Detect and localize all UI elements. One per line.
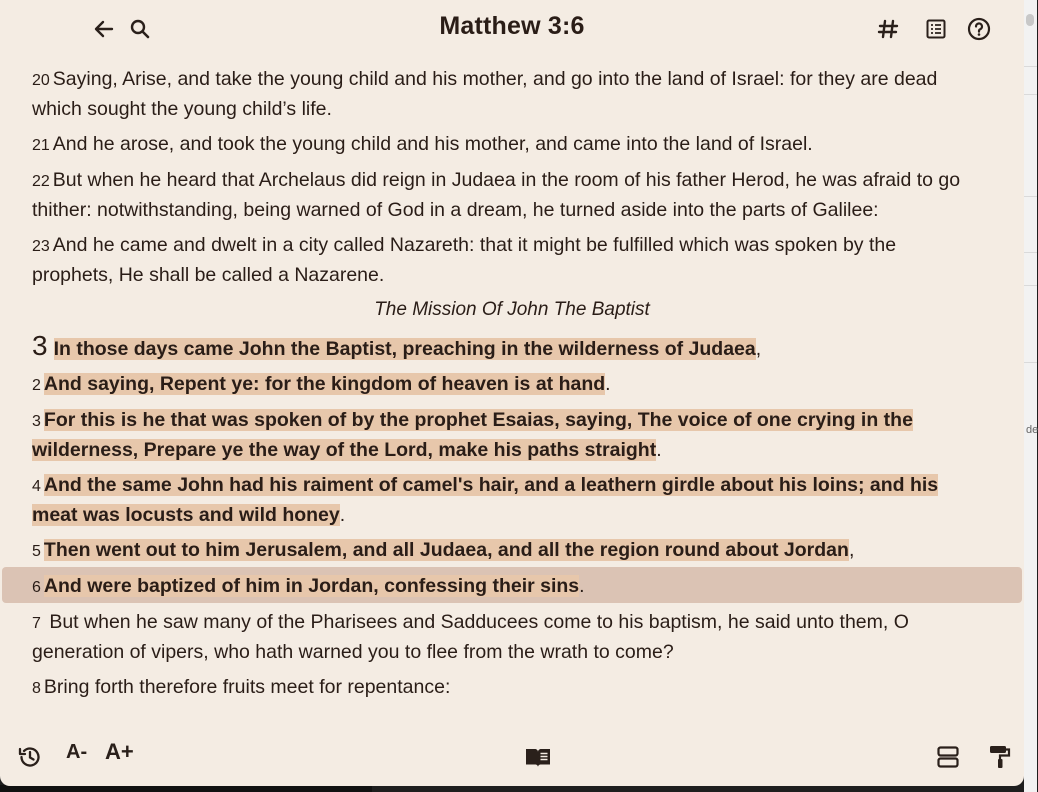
verse[interactable] — [0, 161, 1024, 226]
verse-text: And he came and dwelt in a city called Nazareth: that it might be fulfilled which was spoken by the prophets, He shall be called a Nazarene. — [32, 234, 897, 286]
verse[interactable] — [0, 603, 1024, 668]
verse-number: 7 — [32, 615, 41, 632]
divider — [1024, 94, 1037, 95]
chapter-number: 3 — [32, 330, 48, 361]
book-icon[interactable] — [524, 744, 552, 770]
history-icon[interactable] — [16, 743, 44, 771]
hash-icon[interactable] — [874, 16, 902, 42]
desktop-background — [0, 785, 372, 792]
increase-font-button[interactable]: A+ — [105, 739, 134, 764]
verse-tail: , — [848, 539, 855, 561]
verse[interactable] — [0, 668, 1024, 704]
page-title[interactable]: Matthew 3:6 — [439, 12, 585, 40]
verse[interactable] — [0, 326, 1024, 365]
verse-number: 6 — [32, 579, 41, 596]
top-toolbar — [0, 0, 1024, 60]
scripture-text[interactable] — [0, 60, 1024, 722]
divider — [1024, 196, 1037, 197]
verse-number: 5 — [32, 543, 41, 560]
verse[interactable] — [0, 226, 1024, 291]
highlighted-verse-text: For this is he that was spoken of by the prophet Esaias, saying, The voice of one crying in the wilderness, Prepare ye the way of the Lord, make his paths straight — [32, 409, 913, 461]
verse-number: 8 — [32, 680, 41, 697]
verse-text: And he arose, and took the young child and his mother, and came into the land of Israel. — [52, 133, 813, 155]
window-control-icon — [1026, 14, 1034, 26]
divider — [1024, 66, 1037, 67]
verse[interactable] — [0, 401, 1024, 466]
highlighted-verse-text: And the same John had his raiment of camel's hair, and a leathern girdle about his loins; and his meat was locusts and wild honey — [32, 474, 939, 526]
verse[interactable] — [0, 531, 1024, 567]
divider — [1024, 252, 1037, 253]
paint-roller-icon[interactable] — [986, 743, 1014, 771]
verse-text: But when he saw many of the Pharisees and Sadducees come to his baptism, he said unto them, O generation of vipers, who hath warned you to flee from the wrath to come? — [32, 611, 909, 663]
background-window-edge — [1024, 0, 1037, 792]
verse[interactable] — [0, 125, 1024, 161]
verse-number: 20 — [32, 72, 50, 89]
highlighted-verse-text: In those days came John the Baptist, preaching in the wilderness of Judaea — [53, 338, 756, 360]
verse-text: But when he heard that Archelaus did reign in Judaea in the room of his father Herod, he was afraid to go thither: notwithstanding, being warned of God in a dream, he turned aside into the parts of Galilee: — [32, 169, 961, 221]
verse-number: 21 — [32, 137, 50, 154]
highlighted-verse-text: And were baptized of him in Jordan, confessing their sins — [43, 575, 580, 597]
divider — [1024, 285, 1037, 286]
highlighted-verse-text: Then went out to him Jerusalem, and all Judaea, and all the region round about Jordan — [43, 539, 849, 561]
bottom-toolbar — [0, 722, 1024, 786]
verse-tail: . — [339, 504, 346, 526]
verse[interactable] — [0, 60, 1024, 125]
decrease-font-button[interactable]: A- — [66, 741, 88, 763]
verse-number: 2 — [32, 377, 41, 394]
divider — [1024, 362, 1037, 363]
verse[interactable] — [0, 365, 1024, 401]
list-icon[interactable] — [922, 16, 950, 42]
highlighted-verse-text: And saying, Repent ye: for the kingdom of heaven is at hand — [43, 373, 606, 395]
verse[interactable] — [0, 466, 1024, 531]
verse-tail: . — [605, 373, 611, 395]
verse-tail: , — [755, 338, 762, 360]
layout-icon[interactable] — [934, 744, 962, 770]
section-heading: The Mission Of John The Baptist — [374, 299, 650, 320]
verse-number: 3 — [32, 413, 41, 430]
verse-number: 23 — [32, 238, 50, 255]
verse-text: Bring forth therefore fruits meet for repentance: — [43, 676, 451, 698]
background-text: de — [1026, 424, 1038, 436]
verse-tail: . — [656, 439, 662, 461]
verse-text: Saying, Arise, and take the young child and his mother, and go into the land of Israel: for they are dead which sought the young child’s life. — [32, 68, 938, 120]
help-icon[interactable] — [964, 14, 994, 44]
verse-number: 4 — [32, 478, 41, 495]
verse-number: 22 — [32, 173, 50, 190]
current-verse[interactable] — [2, 567, 1022, 603]
verse-tail: . — [579, 575, 585, 597]
